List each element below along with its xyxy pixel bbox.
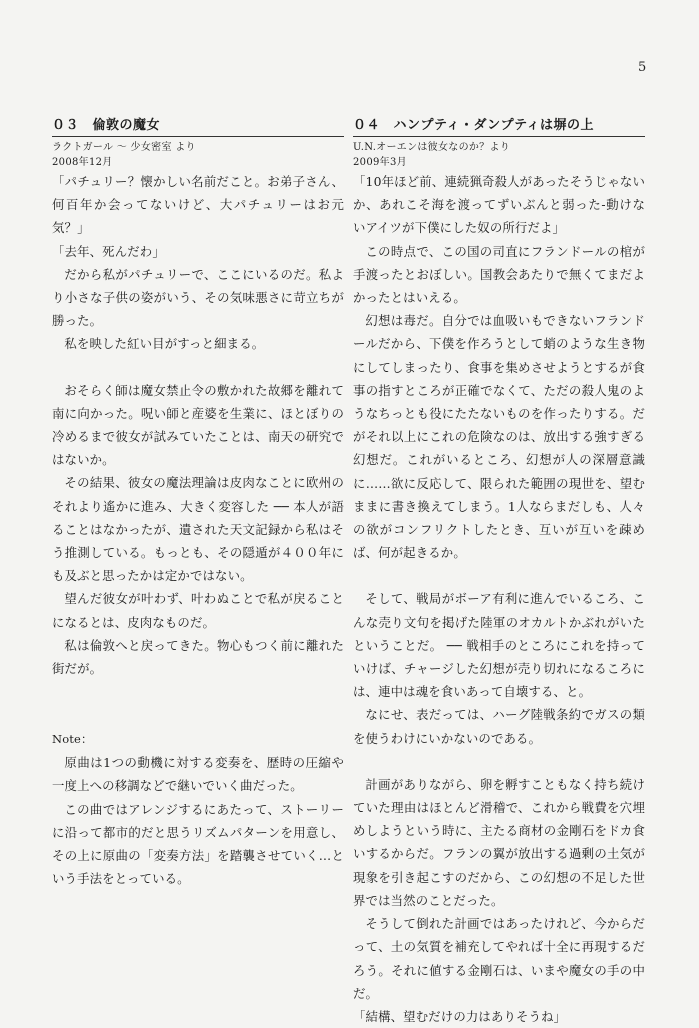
- paragraph: この時点で、この国の司直にフランドールの棺が手渡ったとおぼしい。国教会あたりで無くてまだよかったとはいえる。: [353, 243, 645, 306]
- paragraph: 私を映した紅い目がすっと細まる。: [64, 336, 265, 352]
- paragraph: だから私がパチュリーで、ここにいるのだ。私より小さな子供の姿がいう、その気味悪さに苛立ちが勝った。: [52, 266, 344, 329]
- paragraph: 「結構、望むだけの力はありそうね」: [353, 1008, 567, 1024]
- paragraph: なにせ、表だっては、ハーグ陸戦条約でガスの類を使うわけにいかないのである。: [353, 707, 645, 746]
- note-label: Note：: [52, 732, 93, 747]
- date-line: 2008年12月: [52, 157, 113, 168]
- note-paragraph: この曲ではアレンジするにあたって、ストーリーに沿って都市的だと思うリズムパターンを用意し、その上に原曲の「変奏方法」を踏襲させていく…という手法をとっている。: [52, 801, 344, 887]
- section-heading: ０４ ハンプティ・ダンプティは塀の上: [353, 117, 645, 137]
- left-column: [52, 117, 344, 890]
- paragraph: 幻想は毒だ。自分では血吸いもできないフランドールだから、下僕を作ろうとして蛸のような生き物にしてしまったり、食事を集めさせようとするが食事の指すところが正確でなくて、ただの殺人鬼のようなちっとも役にたたないものを作ったりする。だがそれ以上にこれの危険なのは、放出する強すぎる幻想だ。これがいるところ、幻想が人の深層意識に……欲に反応して、限られた範囲の現世を、望むままに書き換えてしまう。1人ならまだしも、人々の欲がコンフリクトしたとき、互いが互いを疎めば、何が起きるか。: [353, 313, 645, 561]
- section-heading: ０３ 倫敦の魔女: [52, 117, 344, 137]
- paragraph: おそらく師は魔女禁止令の敷かれた故郷を離れて南に向かった。呪い師と産婆を生業に、ほとぼりの冷めるまで彼女が試みていたことは、南天の研究ではないか。: [52, 382, 344, 468]
- paragraph: そうして倒れた計画ではあったけれど、今からだって、土の気質を補充してやれば十全に再現するだろう。それに値する金剛石は、いまや魔女の手の中だ。: [353, 916, 645, 1001]
- date-line: 2009年3月: [353, 157, 407, 168]
- source-line: ラクトガール ～ 少女密室 より: [52, 142, 196, 153]
- paragraph: そして、戦局がボーア有利に進んでいるころ、こんな売り文句を掲げた陸軍のオカルトかぶれがいたということだ。 ── 戦相手のところにこれを持っていけば、チャージした幻想が売り切れになるころには、連中は魂を食いあって自壊する、と。: [353, 591, 645, 700]
- paragraph: その結果、彼女の魔法理論は皮肉なことに欧州のそれより遙かに進み、大きく変容した ── 本人が語ることはなかったが、遺された天文記録から私はそう推測している。もっとも、その隠遁が４００年にも及ぶと思ったかは定かではない。: [52, 475, 344, 584]
- note-paragraph: 原曲は1つの動機に対する変奏を、歴時の圧縮や一度上への移調などで継いでいく曲だった。: [52, 755, 344, 794]
- paragraph: 望んだ彼女が叶わず、叶わぬことで私が戻ることになるとは、皮肉なものだ。: [52, 591, 344, 630]
- paragraph: 計画がありながら、卵を孵すこともなく持ち続けていた理由はほとんど滑稽で、これから戦費を穴埋めしようという時に、主たる商材の金剛石をドカ食いするからだ。フランの翼が放出する過剰の土気が現象を引き起こすのだから、この幻想の不足した世界では当然のことだった。: [353, 776, 645, 908]
- right-column: [353, 117, 645, 1028]
- paragraph: 「10年ほど前、連続猟奇殺人があったそうじゃないか、あれこそ海を渡ってずいぶんと弱った‐動けないアイツが下僕にした奴の所行だよ」: [353, 174, 645, 236]
- paragraph: 「去年、死んだわ」: [52, 243, 165, 259]
- source-line: U.N.オーエンは彼女なのか？より: [353, 142, 511, 153]
- paragraph: 「パチュリー？懐かしい名前だこと。お弟子さん、何百年か会ってないけど、大パチュリーはお元気？」: [52, 174, 344, 236]
- paragraph: 私は倫敦へと戻ってきた。物心もつく前に離れた街だが。: [52, 637, 344, 677]
- page-number: 5: [638, 60, 647, 75]
